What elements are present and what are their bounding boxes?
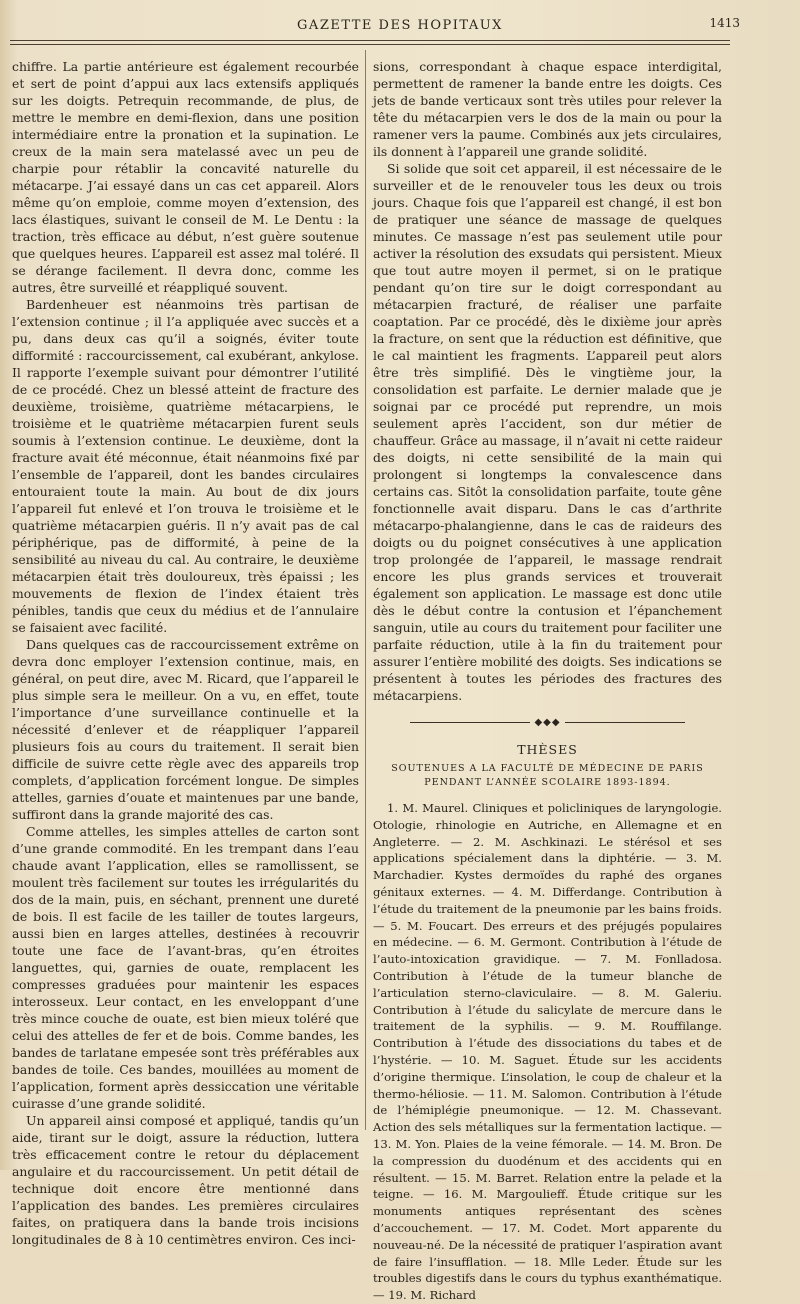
paragraph: Dans quelques cas de raccourcissement extrême on devra donc employer l’extension continue, mais, en général, on peut dire, avec M. Ricard, que l’appareil le plus simple sera le meilleur. On a vu, en effet, toute l’importance d’une surveillance continuelle et la nécessité d’enlever et de réappliquer l’appareil plusieurs fois au cours du traitement. Il serait bien difficile de suivre cette règle avec des appareils trop complets, d’application forcément longue. De simples attelles, garnies d’ouate et maintenues par une bande, suffiront dans la grande majorité des cas. bbox=[12, 637, 359, 822]
journal-title: GAZETTE DES HOPITAUX bbox=[297, 18, 503, 33]
page-number: 1413 bbox=[709, 16, 740, 30]
paragraph: Si solide que soit cet appareil, il est nécessaire de le surveiller et de le renouveler tous les deux ou trois jours. Chaque fois que l’appareil est changé, il est bon de pratiquer une séance de massage de quelques minutes. Ce massage n’est pas seulement utile pour activer la résolution des exsudats qui persistent. Mieux que tout autre moyen il permet, si on le pratique pendant qu’on tire sur le doigt correspondant au métacarpien fracturé, de réaliser une parfaite coaptation. Par ce procédé, dès le dixième jour après la fracture, on sent que la réduction est définitive, que le cal maintient les fragments. L’appareil peut alors être très simplifié. Dès le vingtième jour, la consolidation est parfaite. Le dernier malade que je soignai par ce procédé put reprendre, un mois seulement après l’accident, son dur métier de chauffeur. Grâce au massage, il n’avait ni cette raideur des doigts, ni cette sensibilité de la main qui prolongent si longtemps la convalescence dans certains cas. Sitôt la consolidation parfaite, toute gêne fonctionnelle avait disparu. Dans le cas d’arthrite métacarpo-phalangienne, dans le cas de raideurs des doigts ou du poignet consécutives à une application trop prolongée de l’appareil, le massage rendrait encore les plus grands services et trouverait également son application. Le massage est donc utile dès le début contre la contusion et l’épanchement sanguin, utile au cours du traitement pour faciliter une parfaite réduction, utile à la fin du traitement pour assurer l’entière mobilité des doigts. Ses indications se présentent à toutes les périodes des fractures des métacarpiens. bbox=[373, 161, 722, 703]
theses-subheading-line-1: SOUTENUES A LA FACULTÉ DE MÉDECINE DE PARIS bbox=[391, 763, 704, 774]
right-column bbox=[373, 58, 722, 1303]
theses-heading: THÈSES bbox=[517, 742, 578, 757]
header-rule-bottom bbox=[10, 44, 730, 45]
ornament-glyph: ◆◆◆ bbox=[534, 717, 561, 728]
paragraph: Bardenheuer est néanmoins très partisan de l’extension continue ; il l’a appliquée avec succès et a pu, dans deux cas qu’il a soignés, éviter toute difformité : raccourcissement, cal exubérant, ankylose. Il rapporte l’exemple suivant pour démontrer l’utilité de ce procédé. Chez un blessé atteint de fracture des deuxième, troisième, quatrième métacarpiens, le troisième et le quatrième métacarpien furent seuls soumis à l’extension continue. Le deuxième, dont la fracture avait été méconnue, était néanmoins fixé par l’ensemble de l’appareil, dont les bandes circulaires entouraient toute la main. Au bout de dix jours l’appareil fut enlevé et l’on trouva le troisième et le quatrième métacarpien guéris. Il n’y avait pas de cal périphérique, pas de difformité, à peine de la sensibilité au niveau du cal. Au contraire, le deuxième métacarpien était très douloureux, très épaissi ; les mouvements de flexion de l’index étaient très pénibles, tandis que ceux du médius et de l’annulaire se faisaient avec facilité. bbox=[12, 297, 359, 635]
theses-list: 1. M. Maurel. Cliniques et policliniques de laryngologie. Otologie, rhinologie en Autriche, en Allemagne et en Angleterre. — 2. M. Aschkinazi. Le stérésol et ses applications spécialement dans la diphtérie. — 3. M. Marchadier. Kystes dermoïdes du raphé des organes génitaux externes. — 4. M. Differdange. Contribution à l’étude du traitement de la pneumonie par les bains froids. — 5. M. Foucart. Des erreurs et des préjugés populaires en médecine. — 6. M. Germont. Contribution à l’étude de l’auto-intoxication gravidique. — 7. M. Fonlladosa. Contribution à l’étude de la tumeur blanche de l’articulation sterno-claviculaire. — 8. M. Galeriu. Contribution à l’étude du salicylate de mercure dans le traitement de la syphilis. — 9. M. Rouffilange. Contribution à l’étude des dissociations du tabes et de l’hystérie. — 10. M. Saguet. Étude sur les accidents d’origine thermique. L’insolation, le coup de chaleur et la thermo-héliosie. — 11. M. Salomon. Contribution à l’étude de l’hémiplégie pneumonique. — 12. M. Chassevant. Action des sels métalliques sur la fermentation lactique. — 13. M. Yon. Plaies de la veine fémorale. — 14. M. Bron. De la compression du duodénum et des accidents qui en résultent. — 15. M. Barret. Relation entre la pelade et la teigne. — 16. M. Margoulieff. Étude critique sur les monuments antiques représentant des scènes d’accouchement. — 17. M. Codet. Mort apparente du nouveau-né. De la nécessité de pratiquer l’aspiration avant de faire l’insufflation. — 18. Mlle Leder. Étude sur les troubles digestifs dans le cours du typhus exanthématique. — 19. M. Richard bbox=[373, 801, 722, 1303]
page-header bbox=[10, 14, 790, 36]
column-divider bbox=[365, 50, 366, 1130]
section-ornament bbox=[373, 714, 722, 731]
theses-subheading bbox=[373, 762, 722, 790]
paragraph: Comme attelles, les simples attelles de carton sont d’une grande commodité. En les trempant dans l’eau chaude avant l’application, elles se ramollissent, se moulent très facilement sur toutes les irrégularités du dos de la main, puis, en séchant, prennent une dureté de bois. Il est facile de les tailler de toutes largeurs, aussi bien en larges attelles, destinées à recouvrir toute une face de l’avant-bras, qu’en étroites languettes, qui, garnies de ouate, remplacent les compresses graduées pour maintenir les espaces interosseux. Leur contact, en les enveloppant d’une très mince couche de ouate, est bien mieux toléré que celui des attelles de fer et de bois. Comme bandes, les bandes de tarlatane empesée sont très préférables aux bandes de toile. Ces bandes, mouillées au moment de l’application, forment après dessiccation une véritable cuirasse d’une grande solidité. bbox=[12, 824, 359, 1111]
left-column bbox=[12, 58, 359, 1247]
ornament-line-left bbox=[410, 722, 530, 723]
paragraph: sions, correspondant à chaque espace interdigital, permettent de ramener la bande entre les doigts. Ces jets de bande verticaux sont très utiles pour relever la tête du métacarpien vers le dos de la main ou pour la ramener vers la paume. Combinés aux jets circulaires, ils donnent à l’appareil une grande solidité. bbox=[373, 59, 722, 159]
ornament-line-right bbox=[565, 722, 685, 723]
paragraph: Un appareil ainsi composé et appliqué, tandis qu’un aide, tirant sur le doigt, assure la réduction, luttera très efficacement contre le retour du déplacement angulaire et du raccourcissement. Un petit détail de technique doit encore être mentionné dans l’application des bandes. Les premières circulaires faites, on pratiquera dans la bande trois incisions longitudinales de 8 à 10 centimètres environ. Ces inci- bbox=[12, 1113, 359, 1247]
theses-subheading-line-2: PENDANT L’ANNÉE SCOLAIRE 1893-1894. bbox=[424, 777, 671, 788]
header-rule-top bbox=[10, 40, 730, 41]
paragraph: chiffre. La partie antérieure est également recourbée et sert de point d’appui aux lacs extensifs appliqués sur les doigts. Petrequin recommande, de plus, de mettre le membre en demi-flexion, dans une position intermédiaire entre la pronation et la supination. Le creux de la main sera matelassé avec un peu de charpie pour rétablir la concavité naturelle du métacarpe. J’ai essayé dans un cas cet appareil. Alors même qu’on emploie, comme moyen d’extension, des lacs élastiques, suivant le conseil de M. Le Dentu : la traction, très efficace au début, n’est guère soutenue que quelques heures. L’appareil est assez mal toléré. Il se dérange facilement. Il devra donc, comme les autres, être surveillé et réappliqué souvent. bbox=[12, 59, 359, 295]
